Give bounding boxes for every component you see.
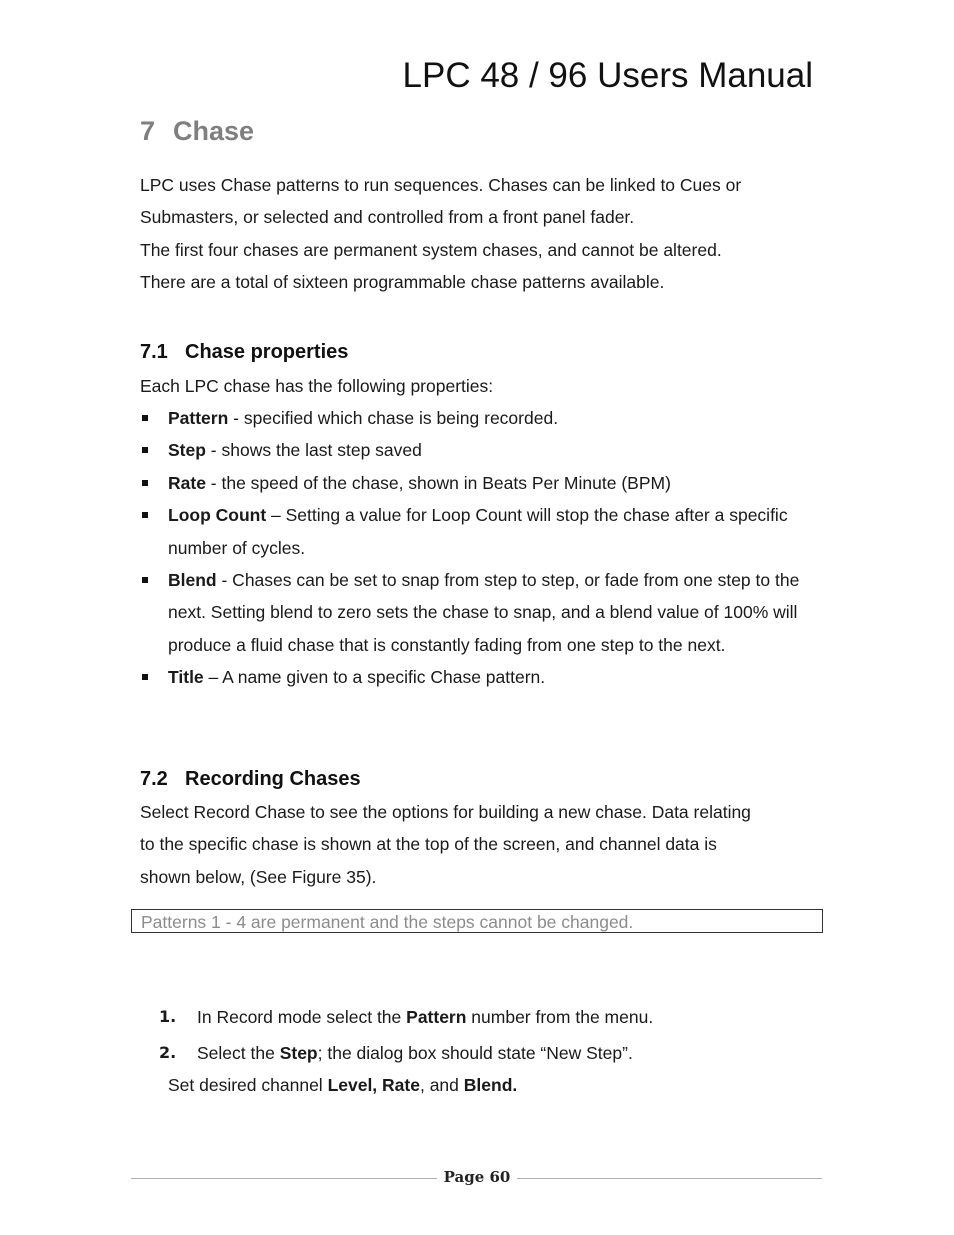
property-description: - the speed of the chase, shown in Beats Per Minute (BPM) [205, 472, 671, 493]
bullet-square-icon [142, 447, 148, 453]
bullet-square-icon [142, 512, 148, 518]
note-box: Patterns 1 - 4 are permanent and the steps cannot be changed. [131, 909, 823, 933]
paragraph-line: Submasters, or selected and controlled from a front panel fader. [140, 207, 635, 228]
paragraph-line: to the specific chase is shown at the top of the screen, and channel data is [140, 834, 717, 855]
paragraph-line: The first four chases are permanent system chases, and cannot be altered. [140, 239, 722, 260]
step-text-bold: Pattern [406, 1007, 467, 1027]
subsection-number: 7.1 [140, 341, 168, 363]
step-number: 1. [159, 1007, 177, 1026]
subsection-heading-properties [140, 341, 348, 364]
step-text-part: ; the dialog box should state “New Step”. [317, 1043, 633, 1063]
list-item [140, 402, 830, 434]
paragraph-line: There are a total of sixteen programmable chase patterns available. [140, 272, 665, 293]
subsection-title: Recording Chases [185, 768, 361, 790]
page-number: Page 60 [443, 1168, 511, 1186]
step-text-bold: Step [279, 1043, 318, 1063]
property-description: - shows the last step saved [205, 440, 422, 461]
step-text [197, 1005, 653, 1029]
list-item [140, 661, 830, 693]
step-text-part: Select the [197, 1043, 280, 1063]
subsection-title: Chase properties [185, 341, 349, 363]
bullet-square-icon [142, 480, 148, 486]
step-text-part: number from the menu. [466, 1007, 654, 1027]
property-description: – Setting a value for Loop Count will stop the chase after a specific number of cycles. [168, 505, 788, 558]
property-description: – A name given to a specific Chase pattern. [203, 667, 546, 688]
subsection-heading-recording [140, 768, 361, 791]
paragraph-line: Select Record Chase to see the options for building a new chase. Data relating [140, 802, 751, 822]
list-item [140, 499, 830, 564]
property-term: Pattern [168, 408, 229, 428]
properties-list [140, 402, 830, 694]
bullet-square-icon [142, 415, 148, 421]
property-term: Rate [168, 472, 206, 493]
document-header-title: LPC 48 / 96 Users Manual [402, 56, 813, 95]
section-intro [140, 169, 830, 299]
section-title: Chase [173, 116, 255, 146]
followup-text-bold: Level, Rate [327, 1075, 420, 1095]
step-text [197, 1041, 633, 1065]
list-item [140, 564, 830, 661]
property-term: Title [168, 667, 204, 688]
property-term: Step [168, 440, 206, 461]
section-heading [140, 116, 254, 147]
paragraph-line: LPC uses Chase patterns to run sequences. Chases can be linked to Cues or [140, 175, 742, 195]
step-text-part: In Record mode select the [197, 1007, 407, 1027]
property-description: - Chases can be set to snap from step to step, or fade from one step to the next. Setting blend to zero sets the chase to snap, and a blend value of 100% will produce a fluid chase that is constantly fading from one step to the next. [168, 570, 800, 655]
list-item [140, 434, 830, 466]
properties-intro: Each LPC chase has the following properties: [140, 376, 494, 396]
followup-text-part: Set desired channel [168, 1075, 328, 1095]
recording-description [140, 796, 830, 893]
bullet-square-icon [142, 577, 148, 583]
step-followup-line [168, 1073, 517, 1097]
followup-text-part: , and [419, 1075, 464, 1095]
footer-rule-right [517, 1178, 822, 1179]
followup-text-bold: Blend. [463, 1075, 518, 1095]
property-description: - specified which chase is being recorded. [228, 408, 559, 428]
subsection-number: 7.2 [140, 768, 168, 790]
property-term: Loop Count [168, 505, 267, 526]
footer-rule-left [131, 1178, 437, 1179]
paragraph-line: shown below, (See Figure 35). [140, 866, 377, 887]
section-number: 7 [140, 116, 156, 146]
property-term: Blend [168, 570, 217, 591]
step-number: 2. [159, 1043, 177, 1062]
list-item [140, 467, 830, 499]
bullet-square-icon [142, 674, 148, 680]
